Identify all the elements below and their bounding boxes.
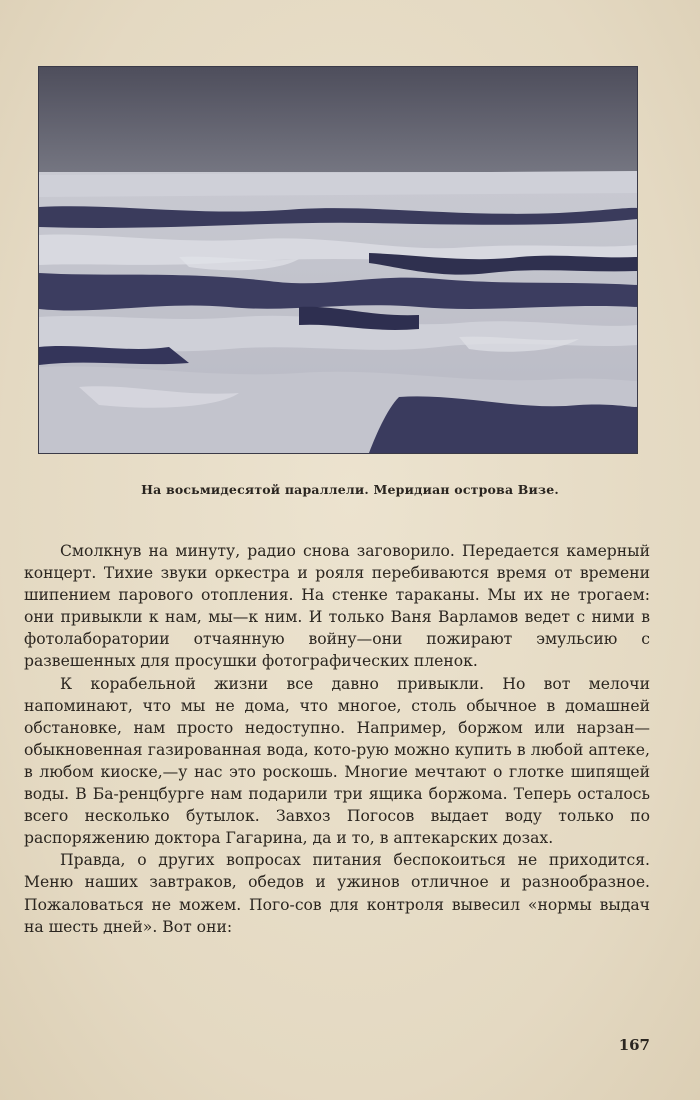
paragraph: К корабельной жизни все давно привыкли. Но вот мелочи напоминают, что мы не дома, что многое, столь обычное в домашней обстановке, нам просто недоступно. Например, боржом или нарзан—обыкновенная газированная вода, кото-рую можно купить в любой аптеке, в любом киоске,—у нас это роскошь. Многие мечтают о глотке шипящей воды. В Ба-ренцбурге нам подарили три ящика боржома. Теперь осталось всего несколько бутылок. Завхоз Погосов выдает воду только по распоряжению доктора Гагарина, да и то, в аптекарских дозах. — [24, 674, 650, 848]
paragraph: Смолкнув на минуту, радио снова заговорило. Передается камерный концерт. Тихие звуки оркестра и рояля перебиваются время от времени шипением парового отопления. На стенке тараканы. Мы их не трогаем: они привыкли к нам, мы—к ним. И только Ваня Варламов ведет с ними в фотолаборатории отчаянную войну—они пожирают эмульсию с развешенных для просушки фотографических пленок. — [24, 542, 650, 671]
page-number: 167 — [618, 1036, 650, 1054]
figure-caption: На восьмидесятой параллели. Меридиан острова Визе. — [141, 482, 559, 497]
paragraph: Правда, о других вопросах питания беспокоиться не приходится. Меню наших завтраков, обедов и ужинов отличное и разнообразное. Пожаловаться не можем. Пого-сов для контроля вывесил «нормы выдач на шесть дней». Вот они: — [24, 851, 650, 936]
body-text — [24, 540, 650, 938]
ice-field-photo — [38, 66, 638, 454]
